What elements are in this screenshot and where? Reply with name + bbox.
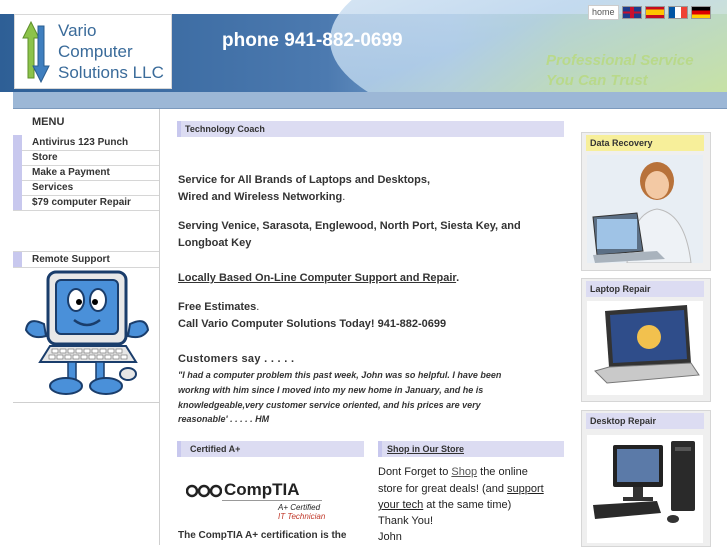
section-title-shop	[378, 441, 564, 457]
comptia-aplus: A+ Certified	[278, 503, 321, 512]
computer-mascot-icon[interactable]	[22, 266, 152, 400]
testimonial-line-1: "I had a computer problem this past week, John was so helpful. I have been	[178, 370, 502, 380]
sidebar-item-label: Antivirus 123 Punch	[32, 137, 129, 148]
sidebar-item-label: Services	[32, 182, 74, 193]
comptia-description: The CompTIA A+ certification is the	[178, 530, 347, 541]
sidebar-item-antivirus[interactable]	[13, 135, 159, 151]
woman-laptop-icon	[587, 155, 703, 263]
sidebar-item-label: $79 computer Repair	[32, 197, 131, 208]
sidebar-item-payment[interactable]	[13, 165, 159, 181]
shop-link[interactable]: Shop	[451, 466, 478, 478]
sidebar-item-services[interactable]	[13, 180, 159, 196]
support-line	[178, 270, 459, 287]
desktop-repair-title: Desktop Repair	[586, 413, 704, 429]
shop-text-2a: store for great deals! (and	[378, 483, 508, 495]
data-recovery-box[interactable]	[581, 132, 711, 271]
laptop-repair-title: Laptop Repair	[586, 281, 704, 297]
testimonial-line-2: workng with him since I moved into my new home in January, and he is	[178, 385, 484, 395]
menu-title: MENU	[32, 116, 65, 128]
data-recovery-photo	[587, 155, 703, 263]
germany-flag-icon[interactable]	[691, 6, 711, 19]
sidebar-item-label: Store	[32, 152, 58, 163]
header-tagline	[546, 51, 694, 91]
laptop-icon	[587, 301, 703, 395]
section-title-certified: Certified A+	[177, 441, 364, 457]
sidebar-divider	[13, 402, 159, 403]
online-support-link[interactable]: Locally Based On-Line Computer Support and Repair	[178, 272, 457, 284]
laptop-repair-photo	[587, 301, 703, 395]
header-phone: phone 941-882-0699	[222, 30, 403, 51]
testimonial-line-4: reasonable' . . . . . HM	[178, 414, 270, 424]
service-line-1: Service for All Brands of Laptops and Desktops,	[178, 174, 431, 186]
laptop-repair-box[interactable]	[581, 278, 711, 402]
testimonial-line-3: knowledgeable,very customer service oriented, and his prices are very	[178, 400, 481, 410]
top-nav	[588, 4, 711, 20]
customers-say: Customers say . . . . .	[178, 353, 295, 365]
service-line-2	[178, 189, 345, 206]
your-tech-link[interactable]: your tech	[378, 499, 424, 511]
section-title-technology-coach: Technology Coach	[177, 121, 564, 137]
home-link[interactable]: home	[588, 5, 619, 20]
desktop-repair-box[interactable]	[581, 410, 711, 547]
free-estimates-text: Free Estimates	[178, 301, 257, 313]
header-subbar	[13, 92, 727, 109]
france-flag-icon[interactable]	[668, 6, 688, 19]
company-logo[interactable]	[14, 14, 172, 89]
signature-text: John	[378, 531, 402, 543]
uk-flag-icon[interactable]	[622, 6, 642, 19]
desktop-computer-icon	[587, 435, 703, 535]
free-estimates-end: .	[256, 301, 260, 313]
service-line-2-text: Wired and Wireless Networking	[178, 191, 343, 203]
shop-text-2	[378, 481, 544, 498]
spain-flag-icon[interactable]	[645, 6, 665, 19]
logo-line-2: Computer	[58, 42, 133, 61]
call-line: Call Vario Computer Solutions Today! 941-882-0699	[178, 318, 447, 330]
support-line-end: .	[456, 272, 460, 284]
data-recovery-title: Data Recovery	[586, 135, 704, 151]
shop-text-1a: Dont Forget to	[378, 466, 452, 478]
sync-arrows-icon	[19, 18, 53, 86]
serving-line-1: Serving Venice, Sarasota, Englewood, North Port, Siesta Key, and	[178, 220, 521, 232]
service-line-2-end: .	[342, 191, 346, 203]
comptia-logo	[186, 478, 326, 524]
thanks-text: Thank You!	[378, 515, 434, 527]
desktop-repair-photo	[587, 435, 703, 543]
logo-line-3: Solutions LLC	[58, 63, 164, 82]
shop-text-3	[378, 497, 511, 514]
shop-text-1	[378, 464, 528, 481]
comptia-wordmark: CompTIA	[224, 480, 300, 499]
shop-text-3a: at the same time)	[423, 499, 512, 511]
sidebar-item-79-repair[interactable]	[13, 195, 159, 211]
serving-line-2: Longboat Key	[178, 237, 252, 249]
sidebar-item-store[interactable]	[13, 150, 159, 166]
tagline-line-2: You Can Trust	[546, 72, 648, 89]
comptia-tech: IT Technician	[278, 512, 326, 521]
tagline-line-1: Professional Service	[546, 52, 694, 69]
sidebar-item-label: Make a Payment	[32, 167, 110, 178]
logo-line-1: Vario	[58, 21, 97, 40]
free-estimates	[178, 299, 259, 316]
comptia-rings-icon	[186, 484, 222, 498]
shop-store-link[interactable]: Shop in Our Store	[387, 444, 465, 454]
sidebar-item-label: Remote Support	[32, 254, 110, 265]
shop-text-1b: the online	[477, 466, 528, 478]
support-tech-link[interactable]: support	[507, 483, 544, 495]
